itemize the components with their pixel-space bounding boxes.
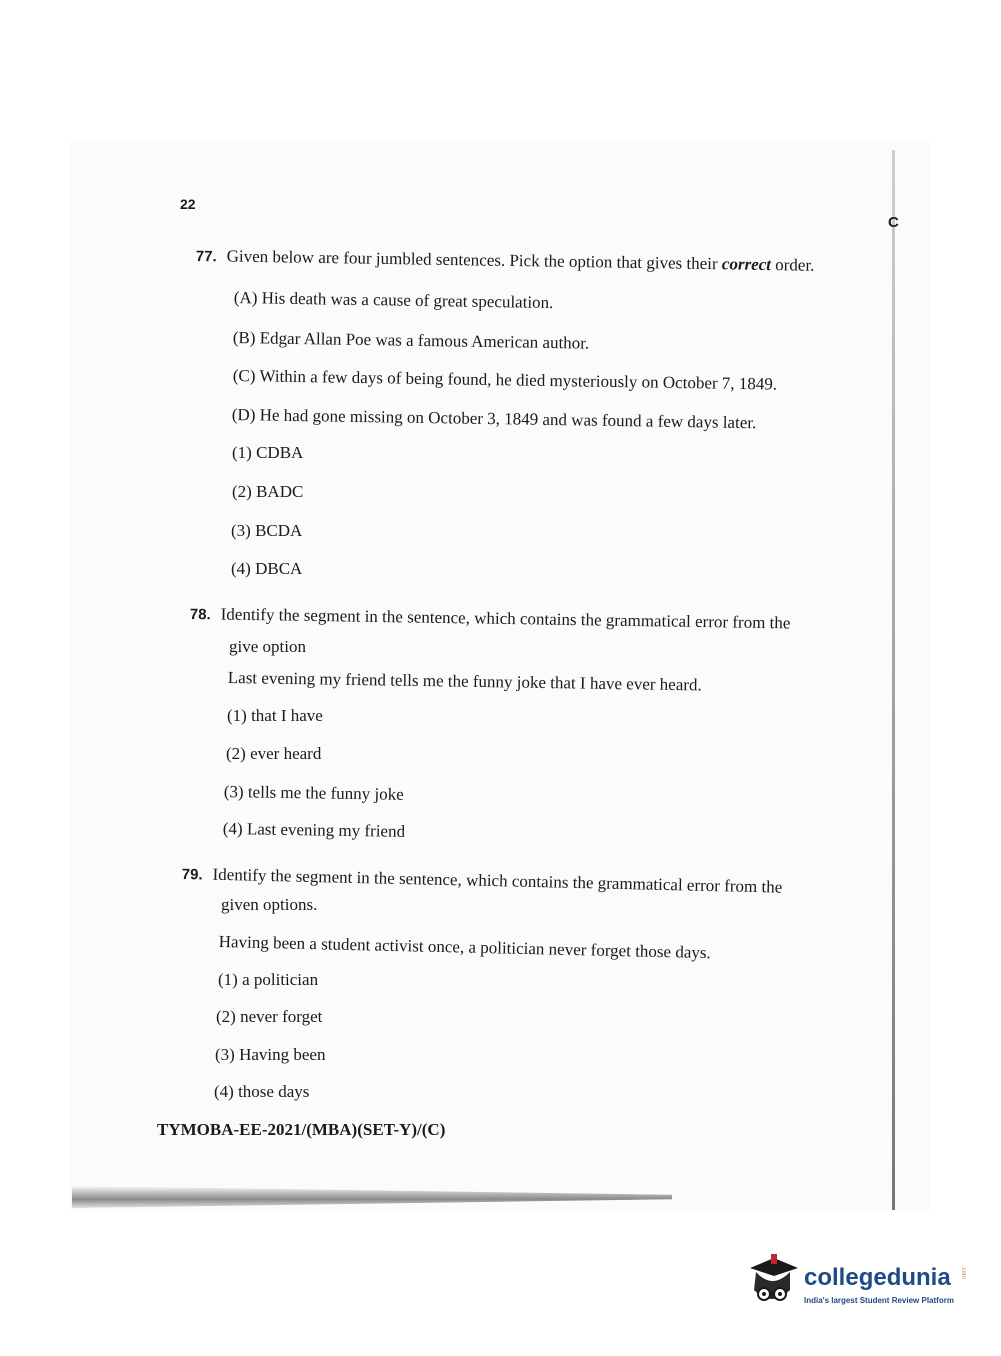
question-stem-text: Given below are four jumbled sentences. Pick the option that gives their: [226, 246, 723, 274]
sheet-right-edge: [892, 150, 895, 1210]
set-code: C: [888, 214, 899, 231]
exam-code-footer: TYMOBA-EE-2021/(MBA)(SET-Y)/(C): [157, 1120, 446, 1139]
sentence-c: (C) Within a few days of being found, he died mysteriously on October 7, 1849.: [232, 366, 778, 394]
question-stem-emphasis: correct: [721, 254, 772, 275]
logo-brand-name: collegedunia: [804, 1264, 951, 1291]
logo-tagline: India's largest Student Review Platform: [804, 1296, 954, 1305]
collegedunia-logo: [742, 1250, 972, 1320]
page-number: 22: [180, 196, 196, 212]
option-3: (3) BCDA: [231, 521, 303, 540]
option-2: (2) ever heard: [226, 744, 322, 763]
question-stem-text: Identify the segment in the sentence, which contains the grammatical error from the: [220, 604, 791, 633]
option-3: (3) tells me the funny joke: [223, 782, 404, 804]
option-4: (4) those days: [214, 1082, 310, 1101]
question-stem-text: order.: [770, 255, 815, 275]
question-number: 78.: [189, 605, 211, 624]
logo-domain-suffix: .com: [960, 1266, 966, 1280]
question-number: 77.: [195, 247, 217, 266]
sentence-d: (D) He had gone missing on October 3, 1849 and was found a few days later.: [231, 405, 757, 433]
sentence-a: (A) His death was a cause of great speculation.: [233, 288, 554, 313]
option-4: (4) Last evening my friend: [222, 819, 406, 841]
question-stem-continuation: give option: [229, 637, 306, 656]
option-4: (4) DBCA: [231, 559, 303, 578]
option-1: (1) CDBA: [232, 443, 304, 462]
option-1: (1) a politician: [218, 970, 319, 989]
option-2: (2) never forget: [216, 1007, 323, 1026]
question-stem-continuation: given options.: [221, 895, 318, 914]
graduate-mascot-icon: [742, 1250, 802, 1310]
option-2: (2) BADC: [232, 482, 304, 501]
question-number: 79.: [181, 865, 203, 884]
question-sentence: Having been a student activist once, a politician never forget those days.: [218, 932, 711, 963]
question-sentence: Last evening my friend tells me the funny joke that I have ever heard.: [227, 668, 702, 695]
sentence-b: (B) Edgar Allan Poe was a famous American author.: [232, 328, 590, 353]
option-3: (3) Having been: [215, 1045, 326, 1064]
question-stem-text: Identify the segment in the sentence, which contains the grammatical error from the: [212, 864, 783, 897]
option-1: (1) that I have: [227, 706, 323, 725]
